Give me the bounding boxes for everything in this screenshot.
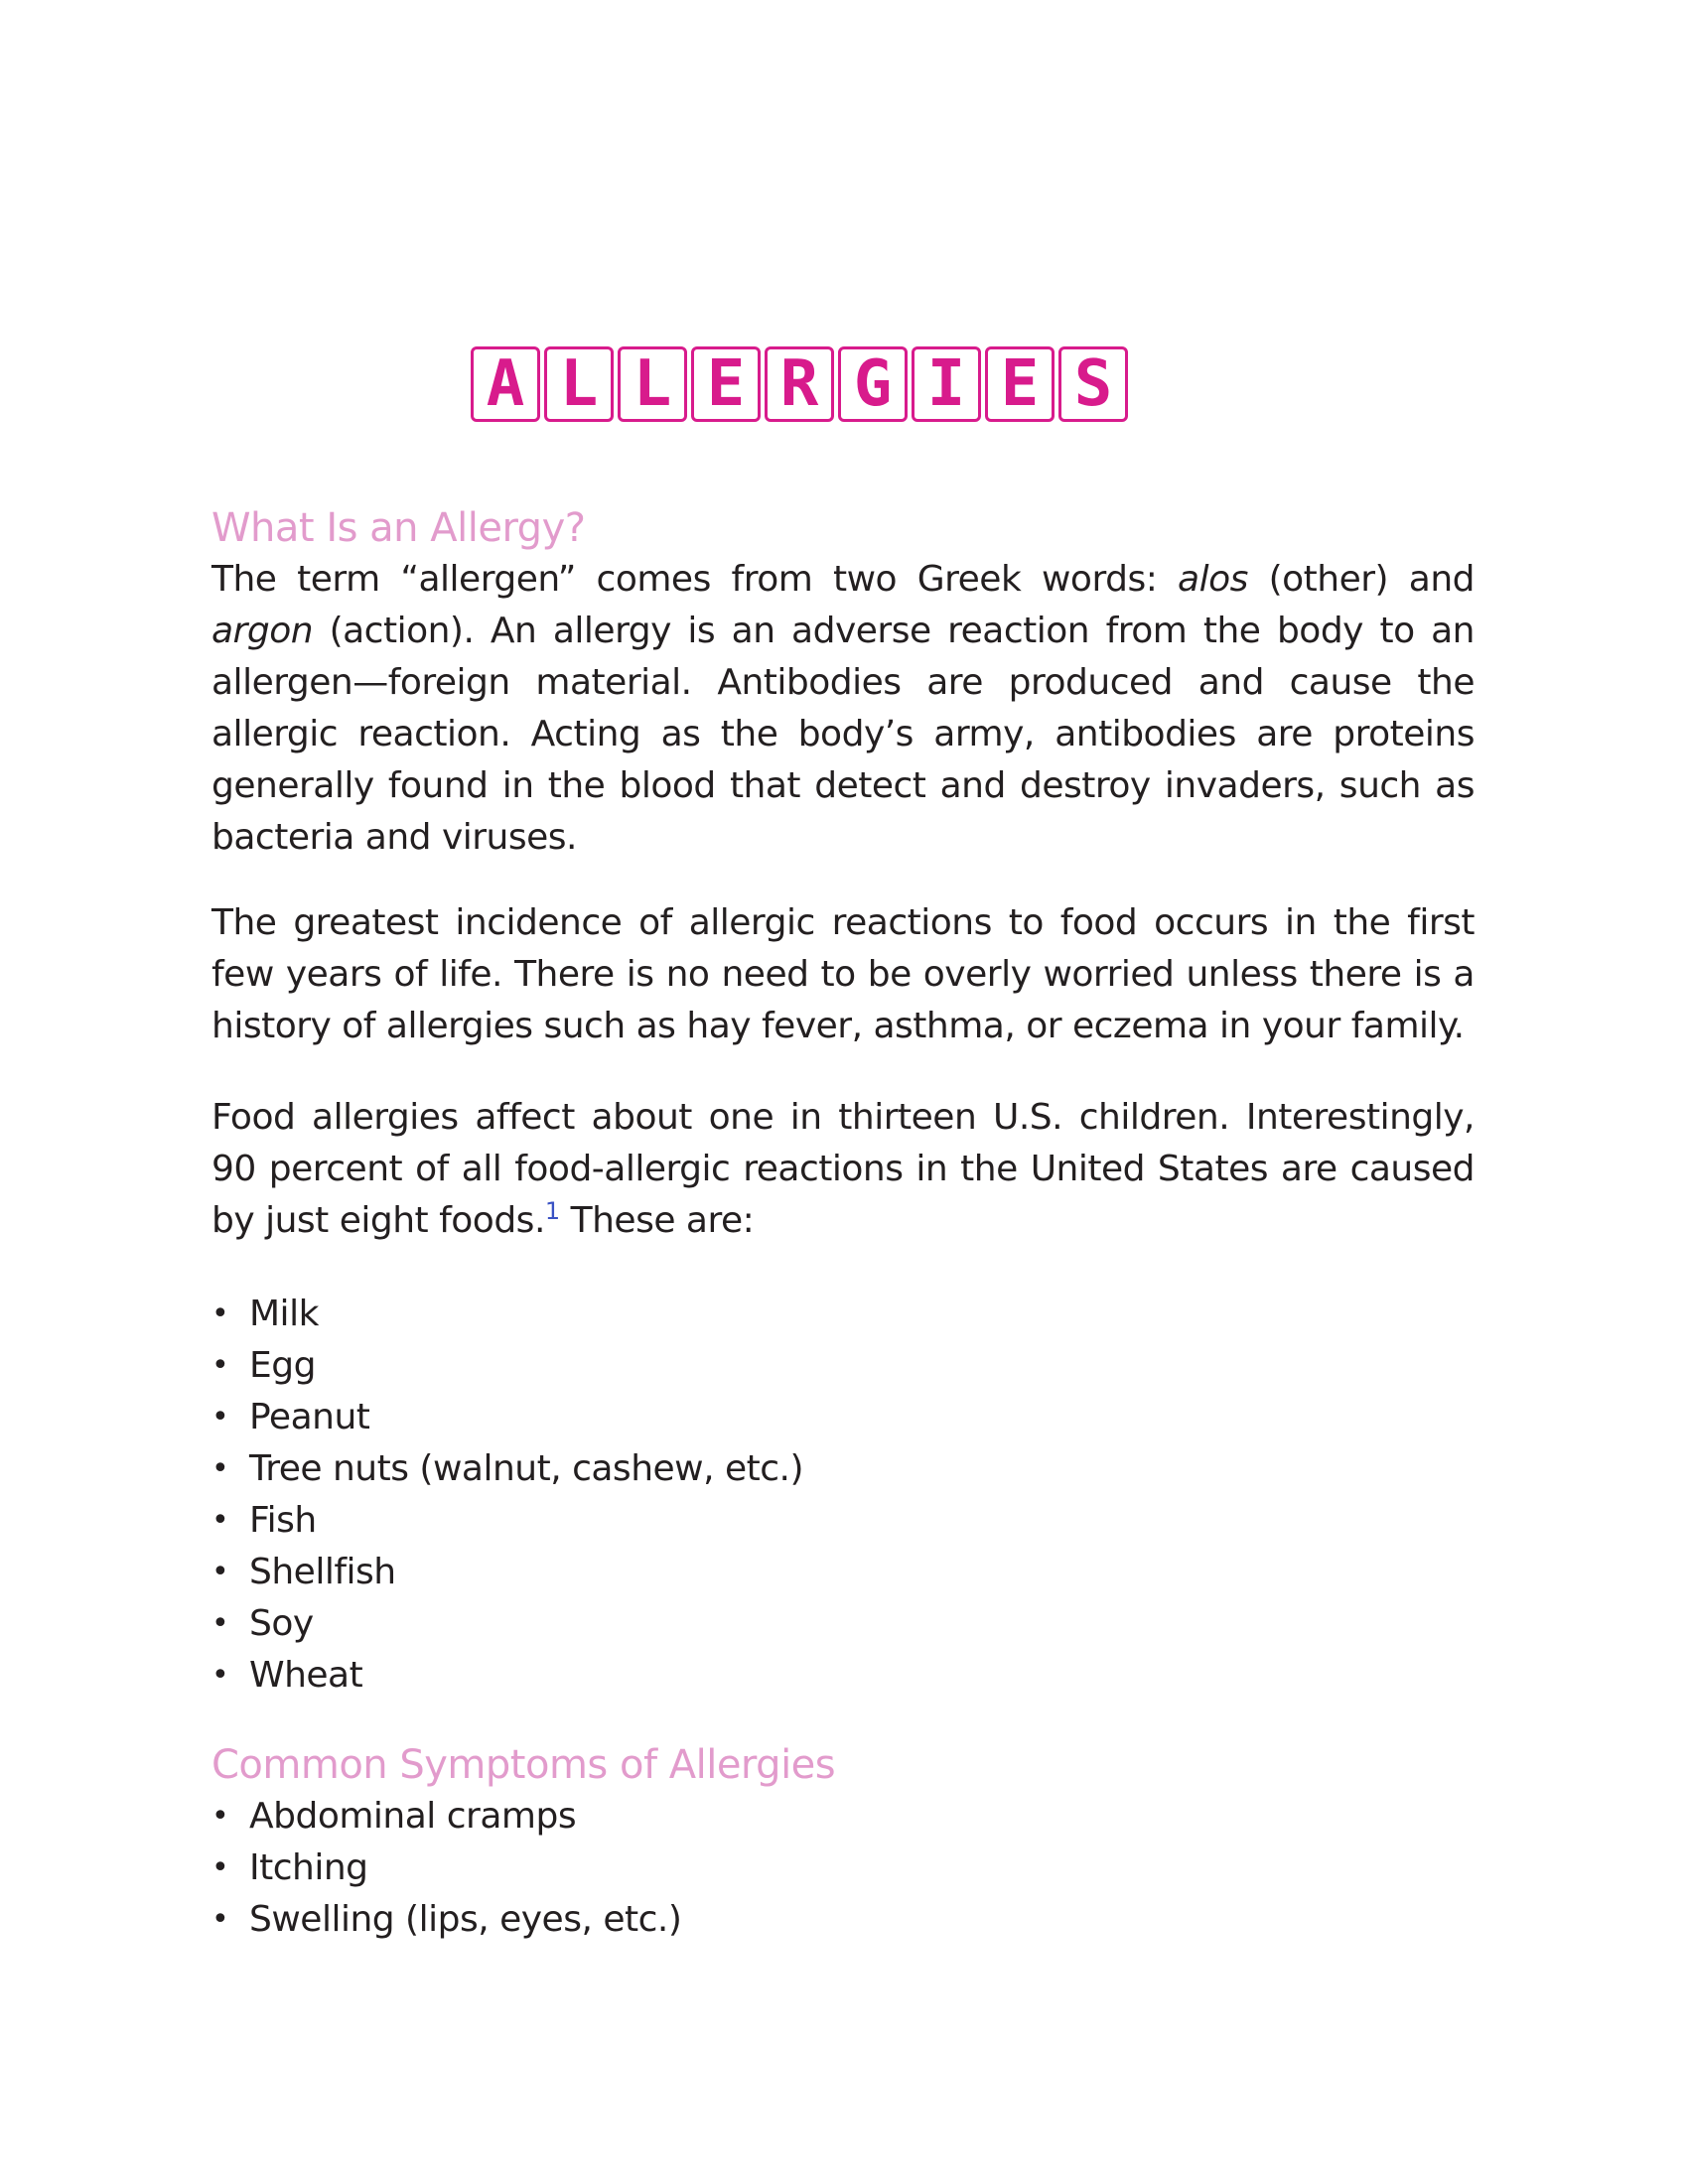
- bullet-icon: •: [211, 1400, 229, 1434]
- bullet-icon: •: [211, 1799, 229, 1834]
- text-run: These are:: [559, 1200, 755, 1241]
- list-item: [211, 1650, 1475, 1702]
- title-letter: E: [1000, 347, 1040, 421]
- text-run: Food allergies affect about one in thirteen U.S. children. Interestingly, 90 percent of all food-allergic reactions in the United States are caused by just eight foods.: [211, 1097, 1475, 1241]
- title-letter: L: [633, 347, 672, 421]
- title-letter: G: [853, 347, 893, 421]
- title-letter: S: [1073, 347, 1113, 421]
- title-letter-block: [691, 346, 761, 422]
- main-content: [211, 502, 1475, 1946]
- title-letter: L: [559, 347, 599, 421]
- paragraph-food-allergies: [211, 1092, 1475, 1247]
- list-item-text: Soy: [249, 1603, 314, 1644]
- bullet-icon: •: [211, 1902, 229, 1937]
- title-letter-block: [544, 346, 614, 422]
- italic-term-alos: alos: [1178, 559, 1248, 600]
- italic-term-argon: argon: [211, 611, 314, 651]
- footnote-link[interactable]: 1: [544, 1197, 560, 1225]
- title-letter-block: [912, 346, 981, 422]
- list-item: [211, 1495, 1475, 1547]
- section-heading-what-is-allergy: What Is an Allergy?: [211, 505, 586, 551]
- list-item-text: Itching: [249, 1847, 368, 1888]
- title-letter-block: [765, 346, 834, 422]
- title-letter: E: [706, 347, 746, 421]
- list-item-text: Egg: [249, 1345, 316, 1386]
- title-letter-block: [838, 346, 908, 422]
- spacer: [211, 1247, 1475, 1289]
- list-item-text: Shellfish: [249, 1552, 396, 1592]
- paragraph-allergen-definition: [211, 554, 1475, 864]
- spacer: [211, 1052, 1475, 1092]
- list-item-text: Fish: [249, 1500, 317, 1541]
- bullet-icon: •: [211, 1658, 229, 1693]
- list-item-text: Abdominal cramps: [249, 1796, 577, 1837]
- list-item: [211, 1443, 1475, 1495]
- bullet-icon: •: [211, 1451, 229, 1486]
- list-item-text: Tree nuts (walnut, cashew, etc.): [249, 1448, 804, 1489]
- title-letter: I: [926, 347, 966, 421]
- list-item-text: Milk: [249, 1294, 319, 1334]
- bullet-icon: •: [211, 1555, 229, 1589]
- text-run: The term “allergen” comes from two Greek words:: [211, 559, 1179, 600]
- title-letter: A: [486, 347, 525, 421]
- title-letter-block: [1058, 346, 1128, 422]
- list-item: [211, 1843, 1475, 1894]
- list-item: [211, 1392, 1475, 1443]
- bullet-icon: •: [211, 1348, 229, 1383]
- bullet-icon: •: [211, 1503, 229, 1538]
- title-letter: R: [779, 347, 819, 421]
- title-letter-block: [618, 346, 687, 422]
- bullet-icon: •: [211, 1297, 229, 1331]
- list-item: [211, 1340, 1475, 1392]
- title-letter-block: [985, 346, 1055, 422]
- list-item: [211, 1289, 1475, 1340]
- list-item: [211, 1791, 1475, 1843]
- food-allergen-list: [211, 1289, 1475, 1702]
- section-heading-common-symptoms: Common Symptoms of Allergies: [211, 1742, 836, 1788]
- spacer: [211, 1702, 1475, 1739]
- list-item-text: Wheat: [249, 1655, 363, 1696]
- text-run: (action). An allergy is an adverse reaction from the body to an allergen—foreign material. Antibodies are produced and cause the allergic reaction. Acting as the body’s army, antibodies are proteins generally found in the blood that detect and destroy invaders, such as bacteria and viruses.: [211, 611, 1475, 858]
- list-item: [211, 1547, 1475, 1598]
- list-item-text: Peanut: [249, 1397, 370, 1437]
- paragraph-incidence: The greatest incidence of allergic reactions to food occurs in the first few years of life. There is no need to be overly worried unless there is a history of allergies such as hay fever, asthma, or eczema in your family.: [211, 902, 1475, 1046]
- bullet-icon: •: [211, 1850, 229, 1885]
- symptom-list: [211, 1791, 1475, 1946]
- list-item-text: Swelling (lips, eyes, etc.): [249, 1899, 682, 1940]
- spacer: [211, 864, 1475, 897]
- page-title: [471, 346, 1128, 422]
- list-item: [211, 1894, 1475, 1946]
- list-item: [211, 1598, 1475, 1650]
- text-run: (other) and: [1247, 559, 1475, 600]
- title-letter-block: [471, 346, 540, 422]
- bullet-icon: •: [211, 1606, 229, 1641]
